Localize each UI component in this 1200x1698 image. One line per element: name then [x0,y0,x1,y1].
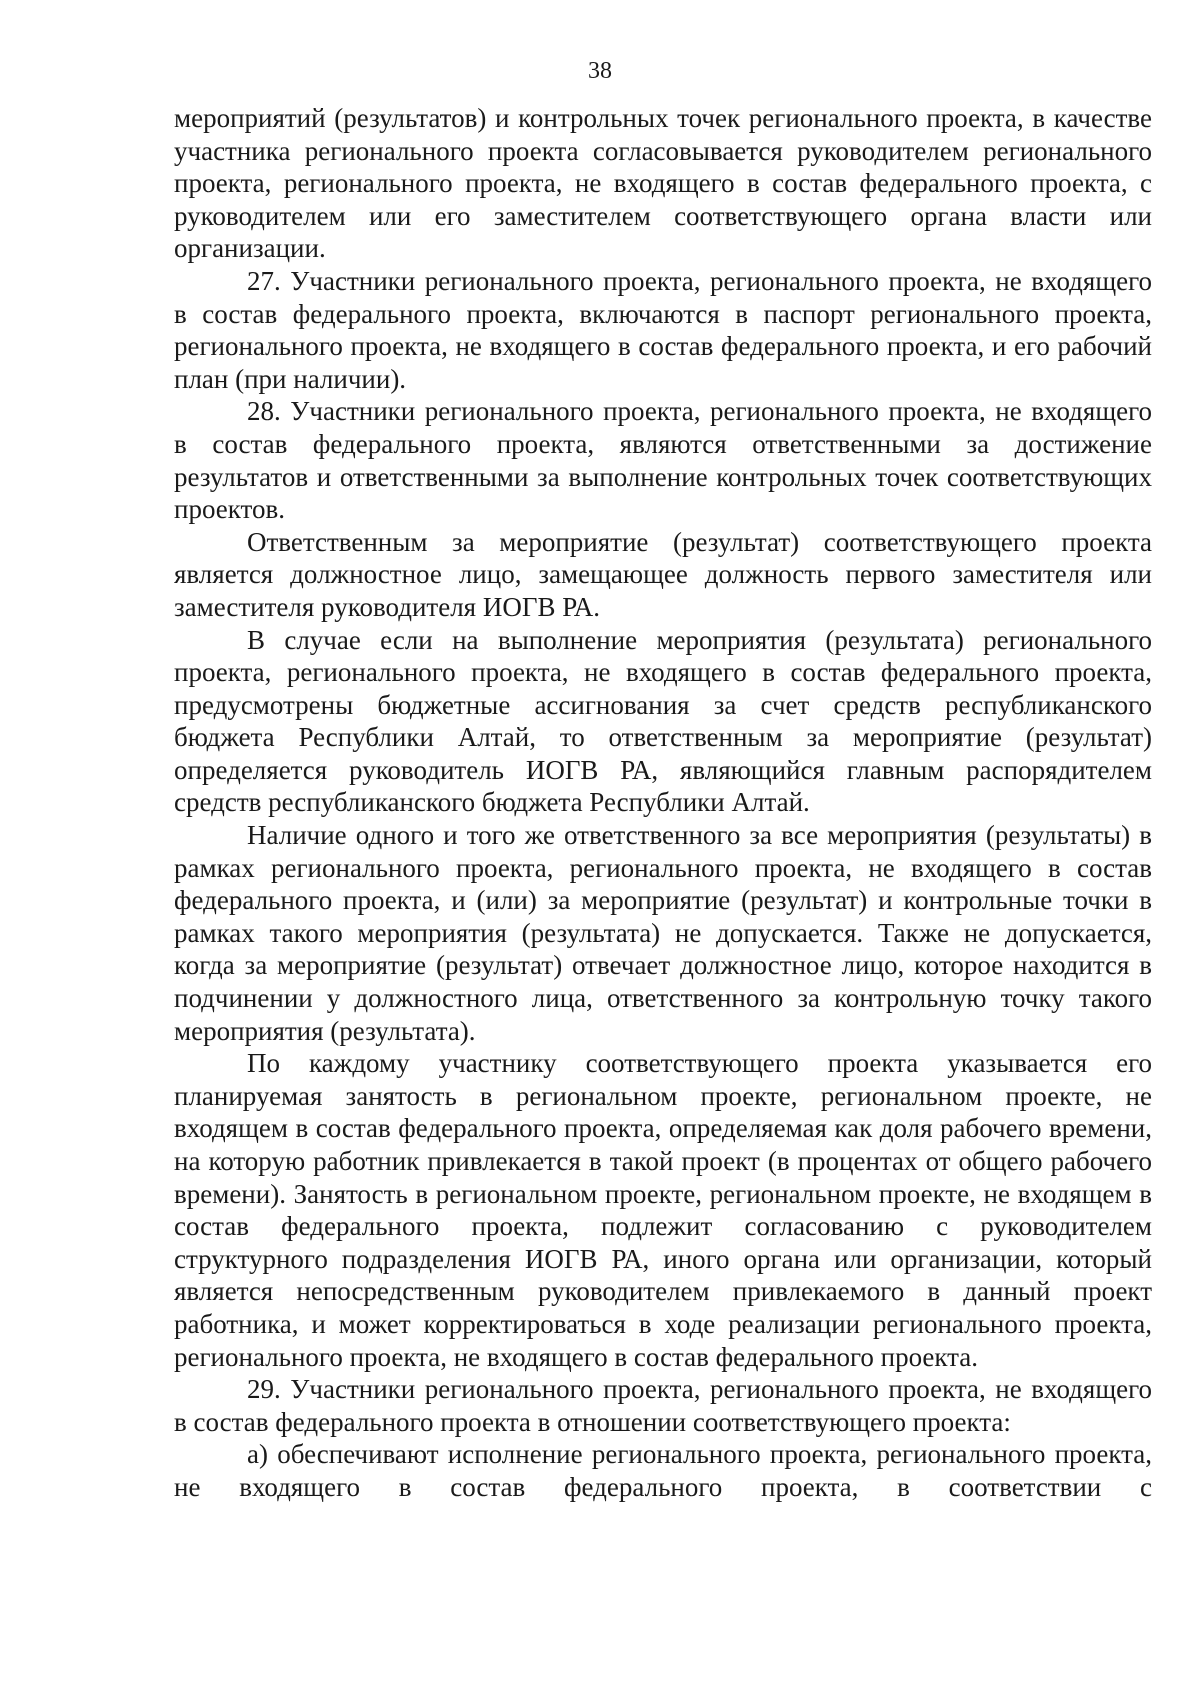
paragraph-item-29: 29. Участники регионального проекта, регионального проекта, не входящего в состав федерального проекта в отношении соответствующего проекта: [174,1374,1152,1437]
page-number: 38 [588,58,612,84]
paragraph-continuation: мероприятий (результатов) и контрольных точек регионального проекта, в качестве участника регионального проекта согласовывается руководителем регионального проекта, регионального проекта, не входящего в состав федерального проекта, с руководителем или его заместителем соответствующего органа власти или организации. [174,103,1152,264]
paragraph-subitem-a: а) обеспечивают исполнение регионального проекта, регионального проекта, не входящего в состав федерального проекта, в соответствии с [174,1439,1152,1502]
paragraph-participant-employment: По каждому участнику соответствующего проекта указывается его планируемая занятость в региональном проекте, региональном проекте, не входящем в состав федерального проекта, определяемая как доля рабочего времени, на которую работник привлекается в такой проект (в процентах от общего рабочего времени). Занятость в региональном проекте, региональном проекте, не входящем в состав федерального проекта, подлежит согласованию с руководителем структурного подразделения ИОГВ РА, иного органа или организации, который является непосредственным руководителем привлекаемого в данный проект работника, и может корректироваться в ходе реализации регионального проекта, регионального проекта, не входящего в состав федерального проекта. [174,1048,1152,1372]
document-body [174,102,1152,1504]
paragraph-budget-case: В случае если на выполнение мероприятия (результата) регионального проекта, регионального проекта, не входящего в состав федерального проекта, предусмотрены бюджетные ассигнования за счет средств республиканского бюджета Республики Алтай, то ответственным за мероприятие (результат) определяется руководитель ИОГВ РА, являющийся главным распорядителем средств республиканского бюджета Республики Алтай. [174,624,1152,818]
paragraph-item-28: 28. Участники регионального проекта, регионального проекта, не входящего в состав федерального проекта, являются ответственными за достижение результатов и ответственными за выполнение контрольных точек соответствующих проектов. [174,396,1152,525]
paragraph-item-27: 27. Участники регионального проекта, регионального проекта, не входящего в состав федерального проекта, включаются в паспорт регионального проекта, регионального проекта, не входящего в состав федерального проекта, и его рабочий план (при наличии). [174,265,1152,394]
paragraph-responsible-person: Ответственным за мероприятие (результат) соответствующего проекта является должностное лицо, замещающее должность первого заместителя или заместителя руководителя ИОГВ РА. [174,526,1152,622]
paragraph-same-responsible: Наличие одного и того же ответственного за все мероприятия (результаты) в рамках регионального проекта, регионального проекта, не входящего в состав федерального проекта, и (или) за мероприятие (результат) и контрольные точки в рамках такого мероприятия (результата) не допускается. Также не допускается, когда за мероприятие (результат) отвечает должностное лицо, которое находится в подчинении у должностного лица, ответственного за контрольную точку такого мероприятия (результата). [174,820,1152,1046]
